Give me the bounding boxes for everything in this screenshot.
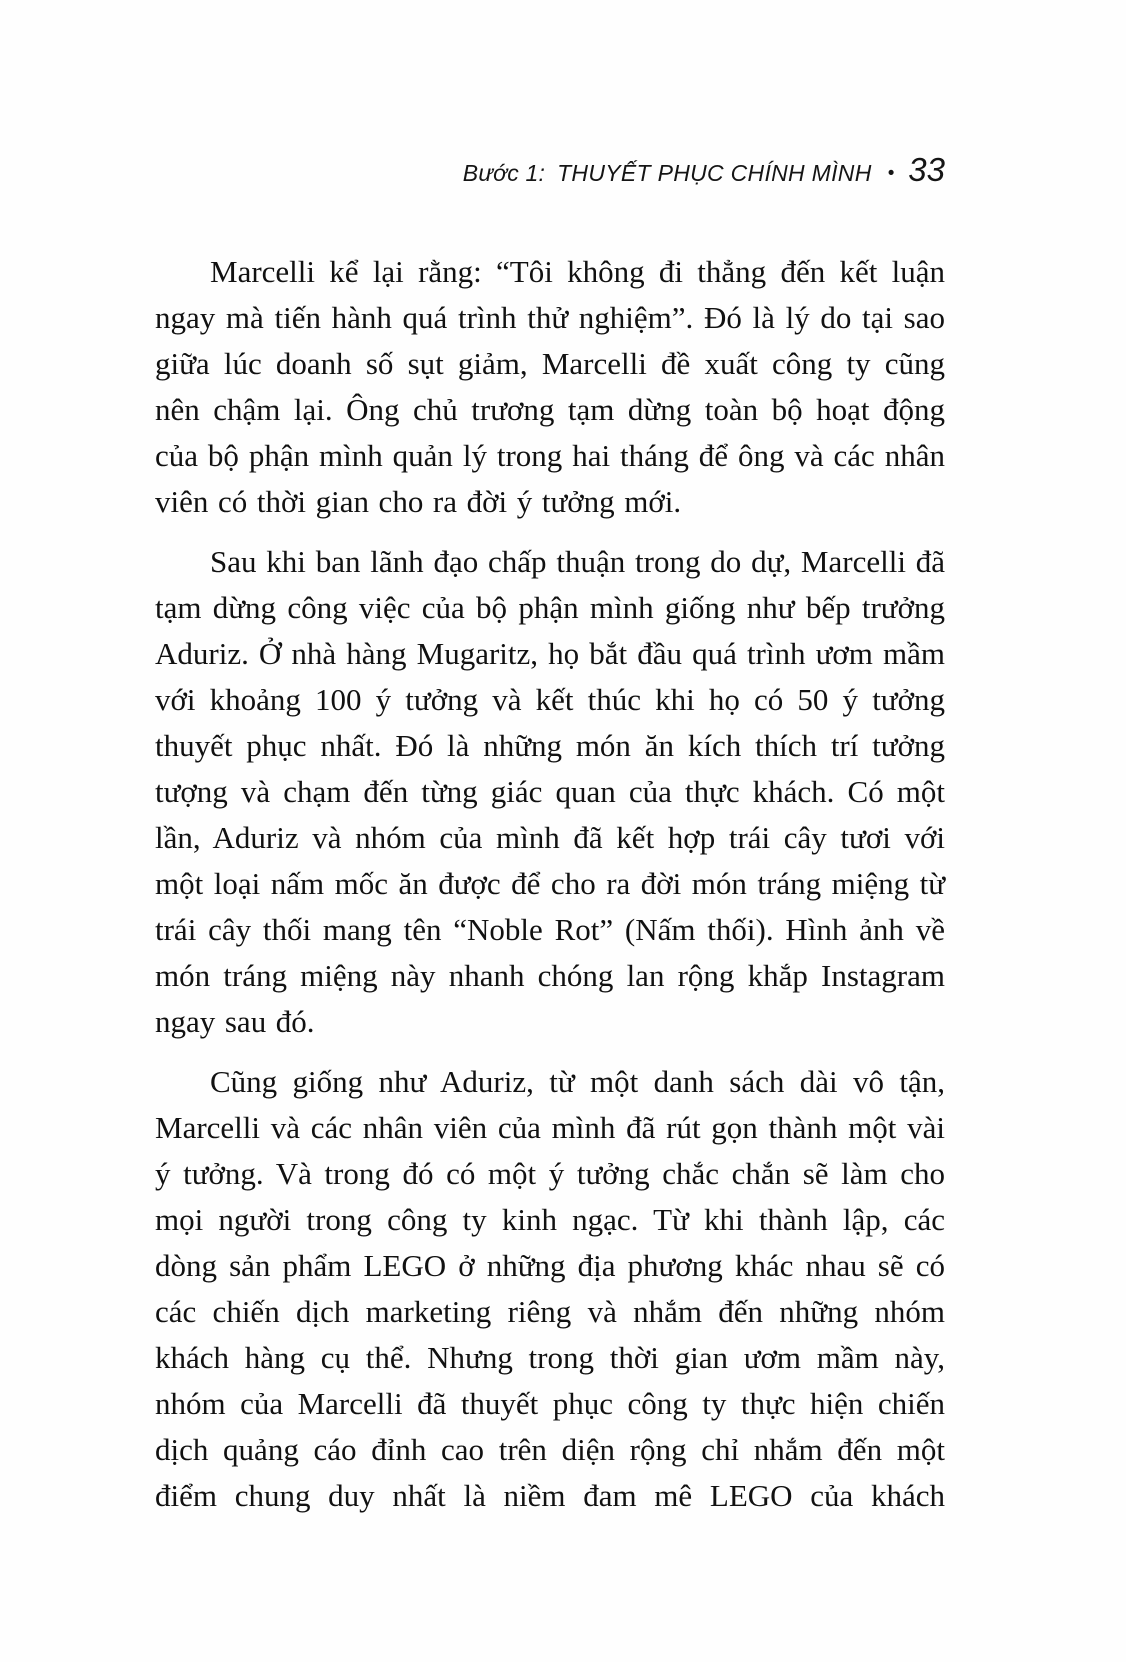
chapter-title: THUYẾT PHỤC CHÍNH MÌNH [557, 160, 872, 186]
paragraph-2: Sau khi ban lãnh đạo chấp thuận trong do dự, Marcelli đã tạm dừng công việc của bộ phận mình giống như bếp trưởng Aduriz. Ở nhà hàng Mugaritz, họ bắt đầu quá trình ươm mầm với khoảng 100 ý tưởng và kết thúc khi họ có 50 ý tưởng thuyết phục nhất. Đó là những món ăn kích thích trí tưởng tượng và chạm đến từng giác quan của thực khách. Có một lần, Aduriz và nhóm của mình đã kết hợp trái cây tươi với một loại nấm mốc ăn được để cho ra đời món tráng miệng từ trái cây thối mang tên “Noble Rot” (Nấm thối). Hình ảnh về món tráng miệng này nhanh chóng lan rộng khắp Instagram ngay sau đó. [155, 544, 945, 1039]
chapter-label: Bước 1: [462, 160, 546, 186]
paragraph-3: Cũng giống như Aduriz, từ một danh sách dài vô tận, Marcelli và các nhân viên của mình đã rút gọn thành một vài ý tưởng. Và trong đó có một ý tưởng chắc chắn sẽ làm cho mọi người trong công ty kinh ngạc. Từ khi thành lập, các dòng sản phẩm LEGO ở những địa phương khác nhau sẽ có các chiến dịch marketing riêng và nhắm đến những nhóm khách hàng cụ thể. Nhưng trong thời gian ươm mầm này, nhóm của Marcelli đã thuyết phục công ty thực hiện chiến dịch quảng cáo đỉnh cao trên diện rộng chỉ nhắm đến một điểm chung duy nhất là niềm đam mê LEGO của khách [155, 1064, 945, 1513]
running-header [155, 152, 945, 195]
paragraph-1: Marcelli kể lại rằng: “Tôi không đi thẳng đến kết luận ngay mà tiến hành quá trình thử nghiệm”. Đó là lý do tại sao giữa lúc doanh số sụt giảm, Marcelli đề xuất công ty cũng nên chậm lại. Ông chủ trương tạm dừng toàn bộ hoạt động của bộ phận mình quản lý trong hai tháng để ông và các nhân viên có thời gian cho ra đời ý tưởng mới. [155, 254, 945, 519]
page-number: 33 [908, 151, 945, 188]
header-bullet-separator: • [887, 163, 895, 184]
page-body [155, 249, 945, 1519]
